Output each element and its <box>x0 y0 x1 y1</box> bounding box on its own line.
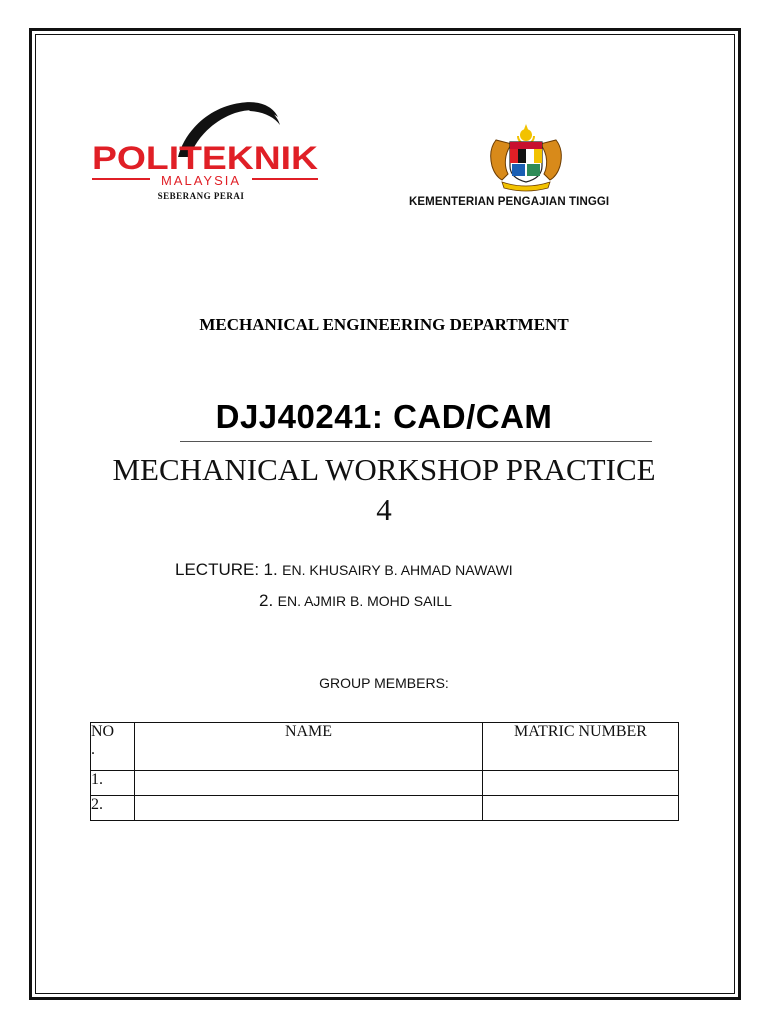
matric-number-cell[interactable] <box>483 771 679 796</box>
lecturer-number: 1. <box>263 560 278 579</box>
title-underline <box>180 441 652 442</box>
svg-text:POLITEKNIK: POLITEKNIK <box>92 140 318 176</box>
group-members-heading: GROUP MEMBERS: <box>319 675 449 691</box>
department-heading: MECHANICAL ENGINEERING DEPARTMENT <box>199 315 569 334</box>
table-header-row <box>91 723 679 771</box>
column-header-name: NAME <box>135 723 483 771</box>
lecturer-name: EN. KHUSAIRY B. AHMAD NAWAWI <box>282 562 513 578</box>
course-code-title: DJJ40241: CAD/CAM <box>215 398 553 435</box>
svg-text:MALAYSIA: MALAYSIA <box>160 173 242 188</box>
coat-of-arms-icon <box>486 122 566 194</box>
row-number: 2. <box>91 796 135 821</box>
lecturer-number: 2. <box>259 591 274 610</box>
lecturer-line-1 <box>175 560 513 580</box>
ministry-name: KEMENTERIAN PENGAJIAN TINGGI <box>409 196 610 208</box>
column-header-no: NO . <box>91 723 135 771</box>
member-name-cell[interactable] <box>135 771 483 796</box>
course-subtitle-number: 4 <box>376 492 392 527</box>
table-row <box>91 771 679 796</box>
lecturer-line-2 <box>259 591 452 611</box>
member-name-cell[interactable] <box>135 796 483 821</box>
lecturer-name: EN. AJMIR B. MOHD SAILL <box>277 593 452 609</box>
table-row <box>91 796 679 821</box>
column-header-matric: MATRIC NUMBER <box>483 723 679 771</box>
group-members-table <box>90 722 679 821</box>
lecture-label: LECTURE: <box>175 560 260 579</box>
matric-number-cell[interactable] <box>483 796 679 821</box>
svg-text:SEBERANG PERAI: SEBERANG PERAI <box>157 191 245 201</box>
course-subtitle: MECHANICAL WORKSHOP PRACTICE <box>112 452 656 487</box>
politeknik-logo <box>90 95 325 210</box>
row-number: 1. <box>91 771 135 796</box>
